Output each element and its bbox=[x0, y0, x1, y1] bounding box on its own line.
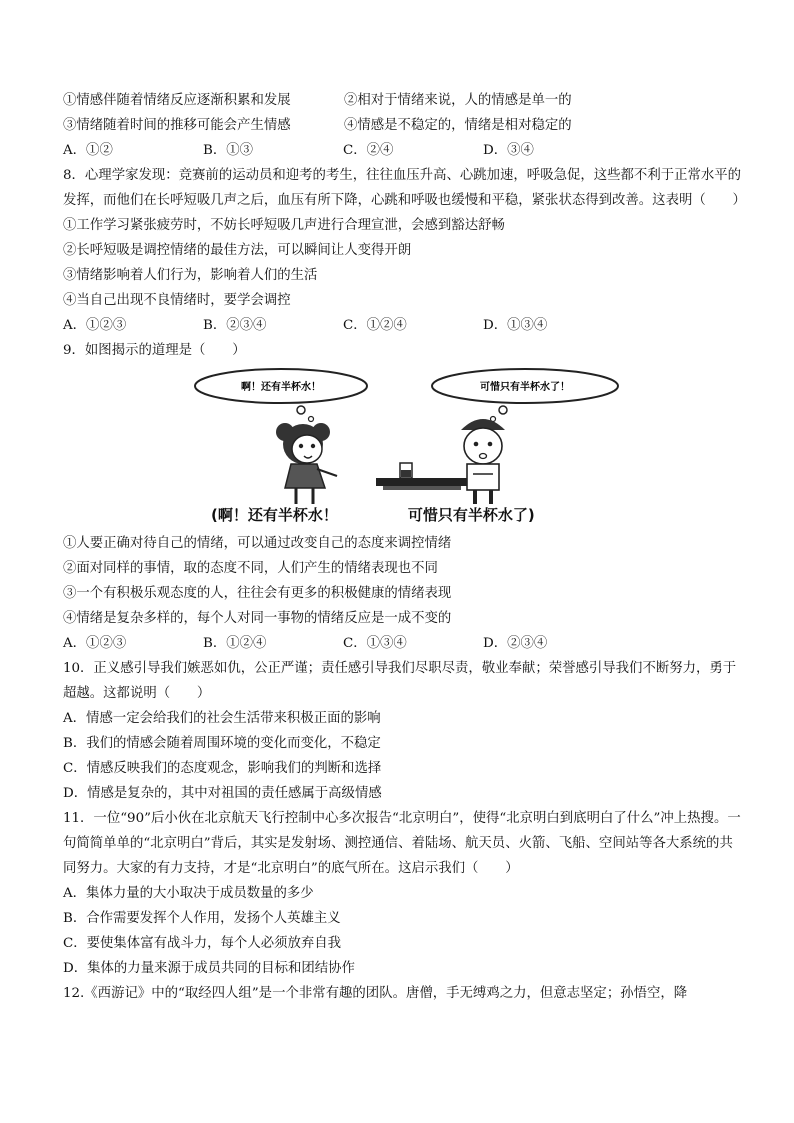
q8-option-b: B．②③④ bbox=[203, 318, 267, 333]
girl-figure bbox=[276, 423, 337, 504]
q7-items-row-2 bbox=[63, 113, 743, 138]
exam-page bbox=[63, 88, 746, 1006]
left-speech-bubble bbox=[195, 369, 367, 422]
q7-option-b: B．①③ bbox=[203, 143, 254, 158]
q8-stem: 8．心理学家发现：竞赛前的运动员和迎考的考生，往往血压升高、心跳加速，呼吸急促，这些都不利于正常水平的发挥，而他们在长呼短吸几声之后，血压有所下降，心跳和呼吸也缓慢和平稳，紧张状态得到改善。这表明（ ） bbox=[63, 168, 746, 208]
q8-option-d: D．①③④ bbox=[483, 318, 548, 333]
q8-option-a: A．①②③ bbox=[63, 318, 127, 333]
q9-item-4: ④情绪是复杂多样的，每个人对同一事物的情绪反应是一成不变的 bbox=[63, 611, 452, 626]
q7-item-1: ①情感伴随着情绪反应逐渐积累和发展 bbox=[63, 93, 291, 108]
q7-options bbox=[63, 138, 743, 163]
q9-options bbox=[63, 631, 743, 656]
desk-with-glass bbox=[376, 463, 468, 490]
q10-option-b: B．我们的情感会随着周围环境的变化而变化，不稳定 bbox=[63, 736, 381, 751]
q10-option-a: A．情感一定会给我们的社会生活带来积极正面的影响 bbox=[63, 711, 381, 726]
q7-item-2: ②相对于情绪来说，人的情感是单一的 bbox=[344, 93, 572, 108]
q7-items-row-1 bbox=[63, 88, 743, 113]
q10-option-d: D．情感是复杂的，其中对祖国的责任感属于高级情感 bbox=[63, 786, 382, 801]
q9-option-c: C．①③④ bbox=[343, 636, 407, 651]
q9-option-a: A．①②③ bbox=[63, 636, 127, 651]
q9-stem: 9．如图揭示的道理是（ ） bbox=[63, 343, 246, 358]
q11-option-d: D．集体的力量来源于成员共同的目标和团结协作 bbox=[63, 961, 355, 976]
q8-options bbox=[63, 313, 743, 338]
q8-item-2: ②长呼短吸是调控情绪的最佳方法，可以瞬间让人变得开朗 bbox=[63, 243, 412, 258]
q8-item-1: ①工作学习紧张疲劳时，不妨长呼短吸几声进行合理宣泄，会感到豁达舒畅 bbox=[63, 218, 505, 233]
q12-stem: 12.《西游记》中的“取经四人组”是一个非常有趣的团队。唐僧，手无缚鸡之力，但意志坚定；孙悟空，降 bbox=[63, 986, 688, 1001]
q11-option-c: C．要使集体富有战斗力，每个人必须放弃自我 bbox=[63, 936, 342, 951]
q11-option-b: B．合作需要发挥个人作用，发扬个人英雄主义 bbox=[63, 911, 341, 926]
q10-stem: 10．正义感引导我们嫉恶如仇，公正严谨；责任感引导我们尽职尽责，敬业奉献；荣誉感引导我们不断努力，勇于超越。这都说明（ ） bbox=[63, 661, 737, 701]
q7-option-a: A．①② bbox=[63, 143, 113, 158]
q9-option-b: B．①②④ bbox=[203, 636, 267, 651]
caption-left: (啊！还有半杯水！ bbox=[211, 506, 338, 524]
cartoon-caption bbox=[211, 504, 535, 525]
caption-right: 可惜只有半杯水了) bbox=[407, 506, 535, 524]
cartoon-illustration bbox=[63, 366, 743, 506]
q11-stem: 11．一位“90”后小伙在北京航天飞行控制中心多次报告“北京明白”，使得“北京明白到底明白了什么”冲上热搜。一句简简单单的“北京明白”背后，其实是发射场、测控通信、着陆场、航天员、火箭、飞船、空间站等各大系统的共同努力。大家的有力支持，才是“北京明白”的底气所在。这启示我们（ ） bbox=[63, 811, 741, 876]
q7-option-c: C．②④ bbox=[343, 143, 394, 158]
left-bubble-text: 啊！还有半杯水！ bbox=[241, 382, 321, 393]
right-bubble-text: 可惜只有半杯水了！ bbox=[480, 382, 570, 393]
boy-figure bbox=[461, 419, 505, 504]
q8-item-3: ③情绪影响着人们行为，影响着人们的生活 bbox=[63, 268, 318, 283]
q7-item-4: ④情感是不稳定的，情绪是相对稳定的 bbox=[344, 118, 572, 133]
q9-item-1: ①人要正确对待自己的情绪，可以通过改变自己的态度来调控情绪 bbox=[63, 536, 452, 551]
q8-item-4: ④当自己出现不良情绪时，要学会调控 bbox=[63, 293, 291, 308]
q11-option-a: A．集体力量的大小取决于成员数量的多少 bbox=[63, 886, 314, 901]
q9-item-2: ②面对同样的事情，取的态度不同，人们产生的情绪表现也不同 bbox=[63, 561, 438, 576]
q7-item-3: ③情绪随着时间的推移可能会产生情感 bbox=[63, 118, 291, 133]
q9-option-d: D．②③④ bbox=[483, 636, 548, 651]
q9-item-3: ③一个有积极乐观态度的人，往往会有更多的积极健康的情绪表现 bbox=[63, 586, 452, 601]
half-glass-cartoon bbox=[63, 366, 743, 529]
q8-option-c: C．①②④ bbox=[343, 318, 407, 333]
right-speech-bubble bbox=[432, 369, 618, 422]
q7-option-d: D．③④ bbox=[483, 143, 534, 158]
q10-option-c: C．情感反映我们的态度观念，影响我们的判断和选择 bbox=[63, 761, 382, 776]
